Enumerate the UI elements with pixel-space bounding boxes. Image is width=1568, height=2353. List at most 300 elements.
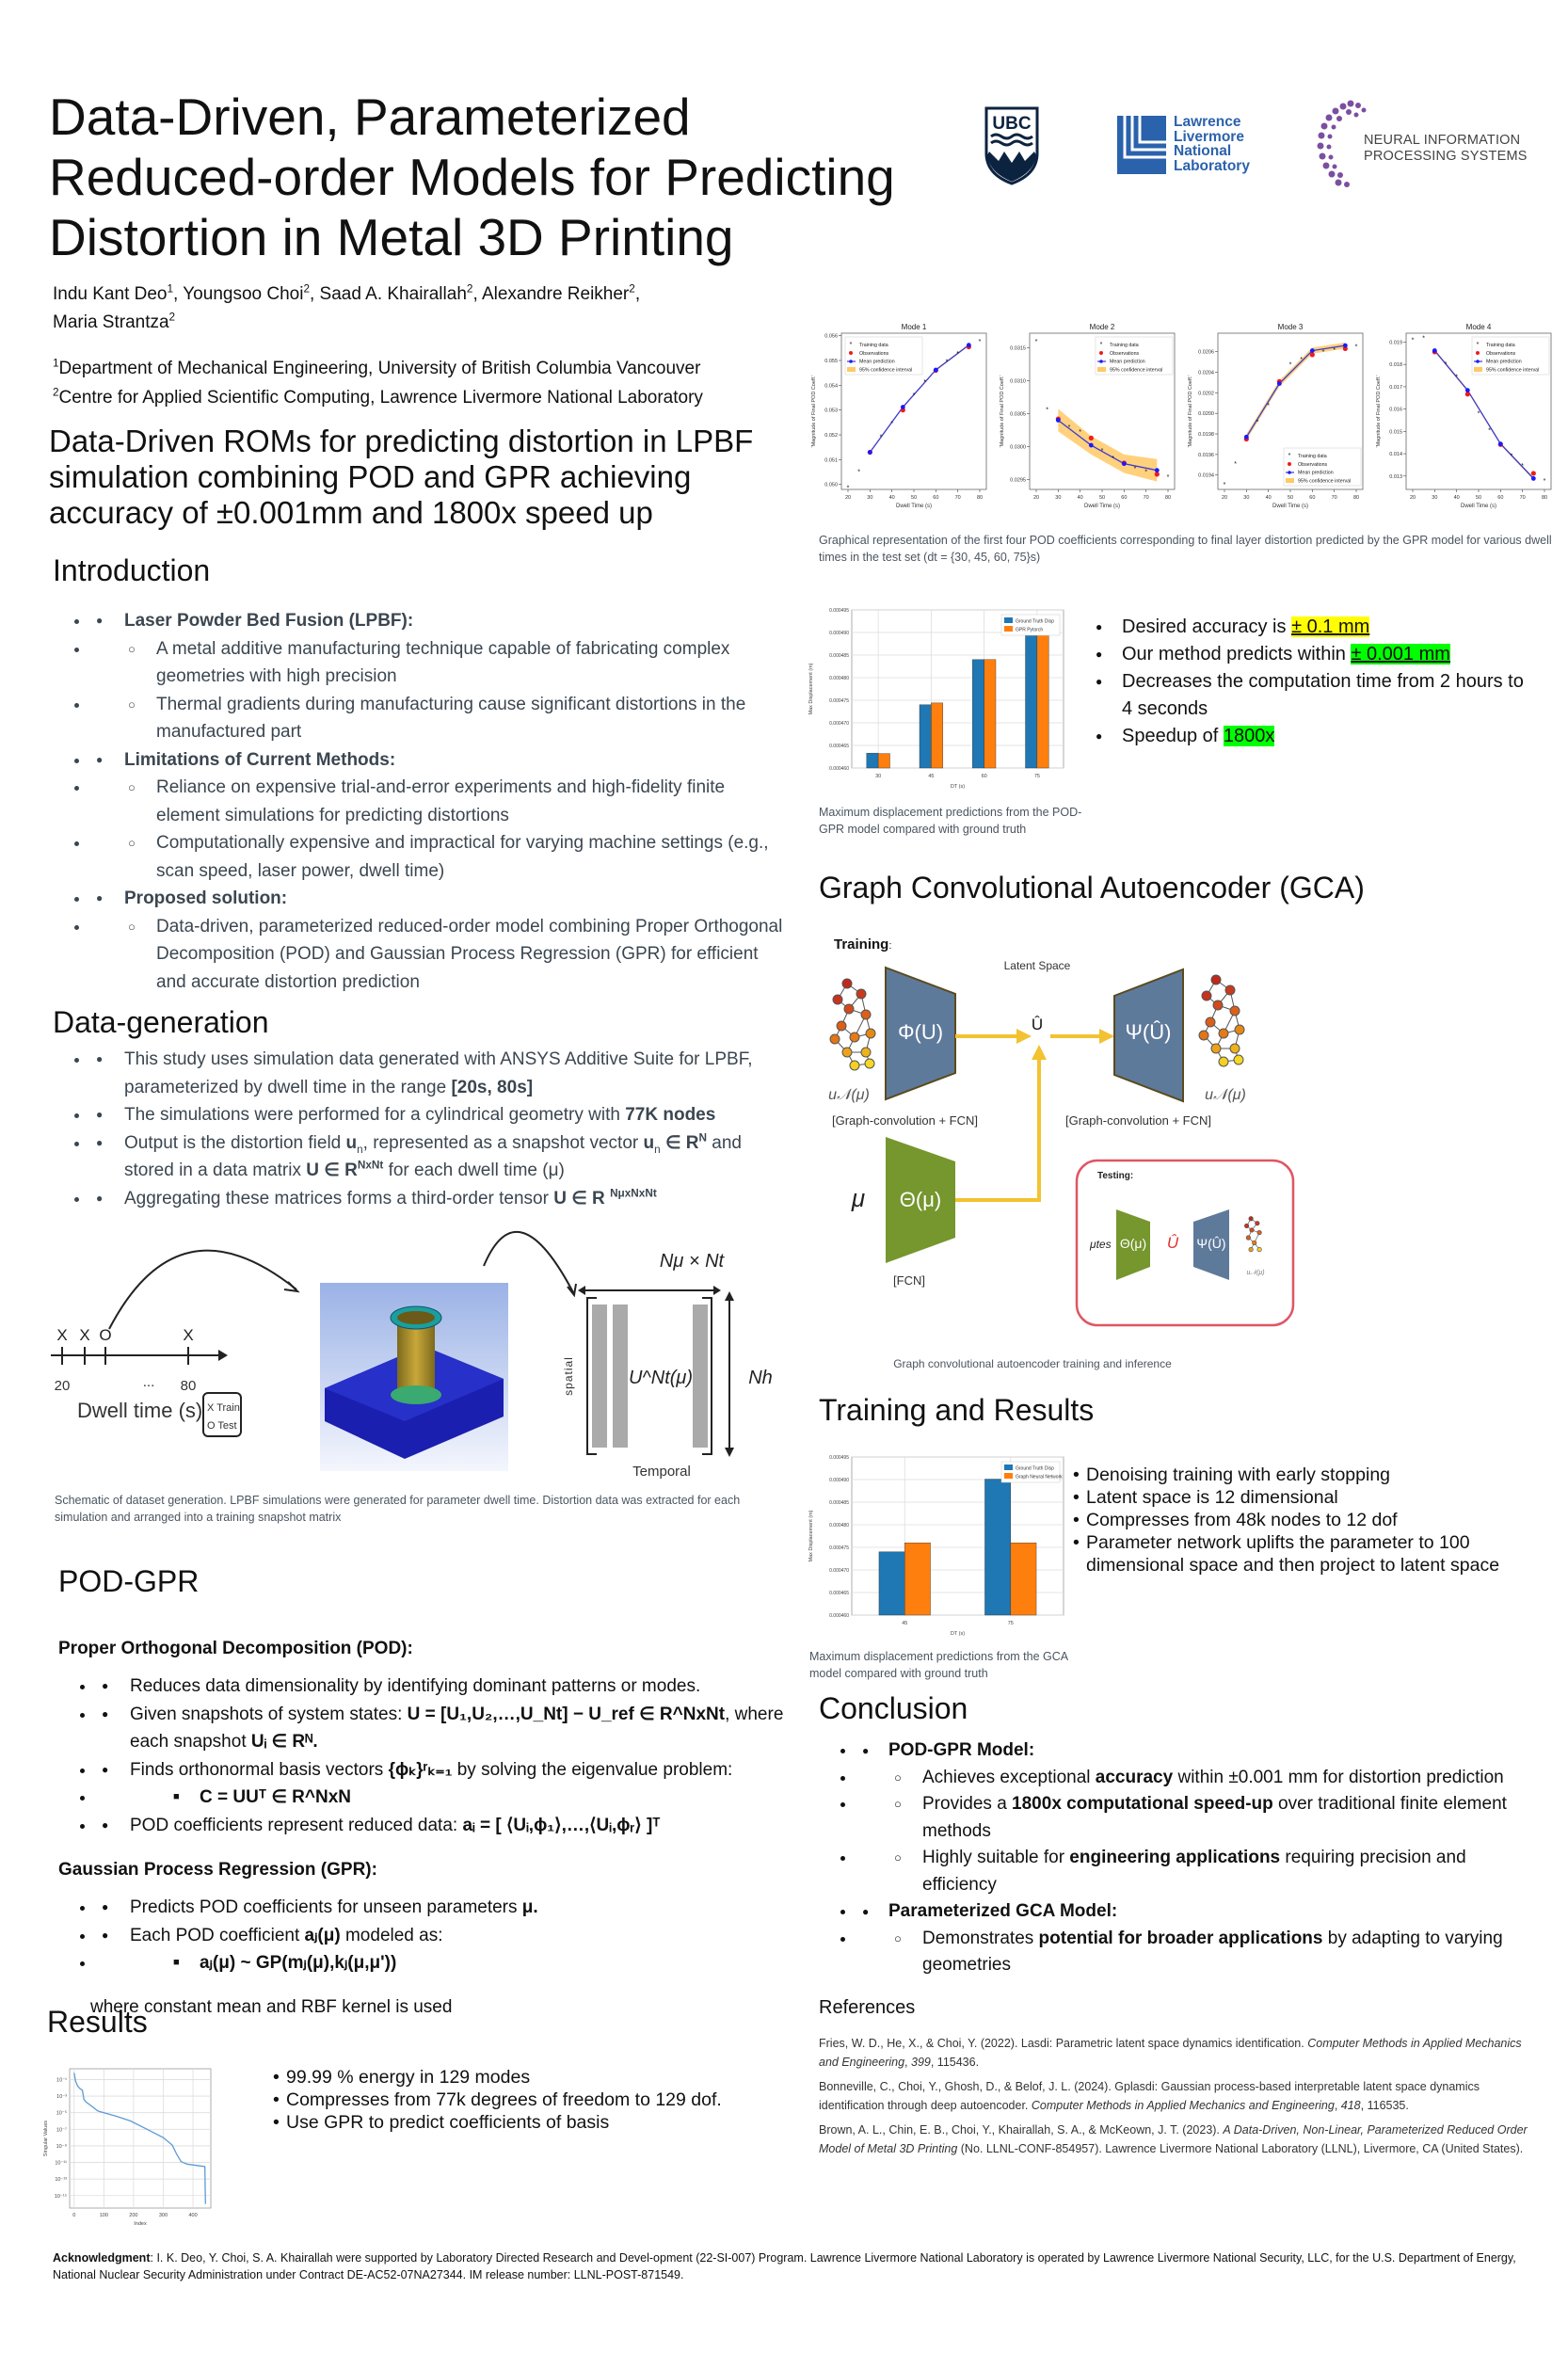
list-item: ● • Reduces data dimensionality by identifying dominant patterns or modes. (96, 1673, 792, 1701)
training-point: * (1256, 419, 1259, 426)
highlight: 1800x (1223, 726, 1275, 746)
y-tick-label: 10⁻¹³ (55, 2177, 67, 2184)
training-point: * (912, 392, 916, 400)
mean-prediction-point (1277, 381, 1282, 386)
bar-prediction (931, 703, 942, 768)
x-tick-label: 80 (976, 495, 984, 501)
bar-ground-truth (879, 1552, 904, 1615)
section-heading: Data-generation (53, 1005, 269, 1039)
training-point: * (1354, 344, 1358, 351)
y-tick-label: 0.000460 (829, 1613, 849, 1619)
list-item: ● • POD-GPR Model: (856, 1737, 1544, 1765)
x-tick-label: 45 (902, 1621, 908, 1626)
bar-prediction (904, 1543, 930, 1615)
list-item: ○ • Achieves exceptional accuracy within ±0.001 mm for distortion prediction (856, 1765, 1544, 1792)
y-tick-label: 0.050 (824, 482, 838, 488)
bar-ground-truth (867, 753, 878, 768)
parameter-network-caption: [FCN] (893, 1273, 925, 1288)
x-tick-label: 30 (867, 495, 873, 501)
training-point: * (1079, 428, 1082, 436)
x-tick-label: 60 (1309, 495, 1316, 501)
ubc-logo-text: UBC (992, 114, 1032, 134)
legend-label: Training data (1486, 343, 1515, 348)
author: Alexandre Reikher$^2$, (481, 282, 641, 304)
x-tick-label: 50 (1098, 495, 1106, 501)
results-heading (47, 2005, 148, 2040)
singular-values-chart (38, 2061, 264, 2231)
training-point: * (945, 359, 949, 366)
mean-prediction-point (934, 368, 938, 373)
y-tick-label: 0.013 (1389, 473, 1402, 480)
y-tick-label: 0.000495 (829, 608, 849, 614)
train-marker: X (56, 1326, 68, 1344)
x-tick-label: 70 (1519, 495, 1526, 501)
x-tick-label: 400 (188, 2213, 198, 2218)
section-heading: Introduction (53, 553, 211, 587)
x-tick-label: 30 (1432, 495, 1438, 501)
legend-swatch (1004, 626, 1013, 632)
y-axis-label: 'Magnitude of Final POD Coeff.' (811, 375, 817, 448)
list-item: ○ • Provides a 1800x computational speed-up over traditional finite element methods (856, 1791, 1544, 1845)
list-item: • Compresses from 48k nodes to 12 dof (1073, 1509, 1525, 1531)
data-generation-section (53, 1005, 787, 1230)
gpr-heading: Gaussian Process Regression (GPR): (58, 1860, 377, 1880)
gca-caption: Graph convolutional autoencoder training and inference (893, 1357, 1172, 1370)
legend-label: GPR Pytorch (1016, 627, 1044, 633)
y-tick-label: 0.019 (1389, 340, 1402, 346)
y-tick-label: 0.000480 (829, 1523, 849, 1529)
training-point: * (1321, 349, 1325, 357)
y-tick-label: 0.014 (1389, 452, 1402, 458)
legend-label: Training data (859, 343, 888, 348)
chart-title: Mode 1 (901, 323, 927, 331)
legend-marker-ci (1286, 478, 1294, 483)
y-axis-label: Singular Values (43, 2120, 49, 2157)
section-heading: Graph Convolutional Autoencoder (GCA) (819, 871, 1365, 904)
llnl-logo (1117, 116, 1268, 174)
training-point: * (1411, 337, 1415, 344)
axis-label: Dwell time (s) (77, 1399, 203, 1422)
list-item: ■ • aⱼ(μ) ~ GP(mⱼ(μ),kⱼ(μ,μ')) (96, 1949, 792, 1977)
mode-plot-1 (811, 323, 986, 509)
list-item: • Parameter network uplifts the parameter to 100 dimensional space and then project to latent space (1073, 1531, 1525, 1577)
gca-heading (819, 871, 1365, 905)
training-point: * (1510, 453, 1513, 460)
mean-prediction-point (1310, 348, 1315, 353)
mean-prediction-point (1244, 435, 1249, 440)
legend-label: Training data (1110, 343, 1139, 348)
y-tick-label: 0.0204 (1198, 370, 1214, 376)
y-tick-label: 0.016 (1389, 407, 1402, 413)
highlight: ± 0.001 mm (1351, 644, 1450, 664)
legend-swatch (1004, 1473, 1013, 1479)
list-item: ● • Predicts POD coefficients for unseen parameters μ. (96, 1894, 792, 1922)
affiliation: $^1$Department of Mechanical Engineering, University of British Columbia Vancouver (53, 357, 701, 378)
title-line: Distortion in Metal 3D Printing (49, 208, 734, 266)
training-point: * (1223, 482, 1226, 489)
test-output-label: u𝒩(μ) (1246, 1270, 1265, 1276)
legend-label: Ground Truth Disp (1016, 1465, 1054, 1472)
y-tick-label: 0.056 (824, 333, 838, 340)
list-item: • Compresses from 77k degrees of freedom to 129 dof. (273, 2089, 762, 2111)
training-point: * (1455, 374, 1459, 381)
training-point: * (1300, 356, 1304, 363)
input-graph-icon (830, 979, 875, 1070)
matrix-rows-label: Nh (748, 1368, 773, 1388)
gpr-note: where constant mean and RBF kernel is used (90, 1996, 453, 2017)
x-tick-label: 50 (1475, 495, 1482, 501)
x-tick-label: 60 (1497, 495, 1504, 501)
list-item: ● • This study uses simulation data generated with ANSYS Additive Suite for LPBF, parameterized by dwell time in the range [20s, 80s] (90, 1046, 787, 1101)
x-tick-label: 60 (933, 495, 939, 501)
training-point: * (978, 338, 982, 345)
bar-ground-truth (984, 1480, 1010, 1615)
mode-plot-3 (1188, 323, 1363, 509)
mean-prediction-point (1155, 468, 1160, 472)
mode-plot-4 (1376, 323, 1551, 509)
output-graph-icon (1199, 975, 1244, 1066)
legend-marker-mean-point (1288, 471, 1291, 474)
training-point: * (1100, 448, 1104, 456)
references-heading: References (819, 1997, 916, 2018)
list-item: ● Desired accuracy is ± 0.1 mm (1094, 614, 1536, 641)
x-tick-label: 20 (1032, 495, 1040, 501)
mean-prediction-point (901, 405, 905, 409)
bar-prediction (878, 754, 889, 768)
bar-ground-truth (972, 660, 984, 768)
x-tick-label: 60 (1121, 495, 1128, 501)
x-tick-label: 70 (954, 495, 961, 501)
legend-marker-ci (1474, 367, 1482, 372)
x-tick-label: 70 (1331, 495, 1337, 501)
affiliations (53, 354, 806, 412)
list-item: ■ • C = UUᵀ ∈ R^NxN (96, 1784, 792, 1812)
encoder-caption: [Graph-convolution + FCN] (832, 1113, 978, 1128)
encoder-label: Φ(U) (897, 1020, 944, 1044)
author: Saad A. Khairallah$^2$, (319, 282, 482, 304)
training-point: * (1034, 338, 1038, 345)
section-heading: Results (47, 2005, 148, 2039)
legend-marker-training: * (849, 342, 853, 348)
test-marker: O (99, 1326, 112, 1344)
y-tick-label: 0.0196 (1198, 452, 1214, 458)
tagline: Data-Driven ROMs for predicting distortion in LPBF simulation combining POD and GPR achieving accuracy of ±0.001mm and 1800x speed up (49, 424, 754, 530)
mean-prediction-point (1531, 476, 1536, 481)
latent-symbol: Û (1031, 1016, 1044, 1033)
y-tick-label: 0.000460 (829, 766, 849, 772)
x-tick-label: 45 (928, 774, 935, 779)
neurips-logo-text: NEURAL INFORMATION (1364, 133, 1521, 148)
legend-label: 95% confidence interval (1486, 367, 1540, 374)
legend-marker-mean-point (1476, 360, 1480, 363)
y-tick-label: 0.0200 (1198, 411, 1214, 418)
references-section (819, 1997, 1544, 2164)
ubc-logo (984, 106, 1040, 185)
x-axis-label: Index (134, 2221, 147, 2227)
legend-marker-ci (1097, 367, 1106, 372)
legend-label: Graph Neural Network (1016, 1474, 1063, 1481)
test-output-graph-icon (1244, 1217, 1261, 1252)
section-heading: Training and Results (819, 1393, 1095, 1427)
y-tick-label: 0.017 (1389, 384, 1402, 391)
bar-ground-truth (920, 705, 931, 768)
y-tick-label: 10⁻⁹ (56, 2143, 67, 2150)
x-tick-label: 40 (1077, 495, 1083, 501)
list-item: ● • Output is the distortion field $u_n$, represented as a snapshot vector $u_n$ ∈ $R^N$ and stored in a data matrix U ∈ $R^{NxNt}$ for each dwell time (μ) (90, 1129, 787, 1185)
y-tick-label: 0.0295 (1010, 477, 1026, 484)
training-point: * (923, 379, 927, 387)
y-tick-label: 0.0198 (1198, 432, 1214, 439)
x-tick-label: 70 (1143, 495, 1149, 501)
decoder-label: Ψ(Û) (1125, 1020, 1172, 1044)
training-point: * (1112, 455, 1115, 462)
list-item: ○ • Computationally expensive and impractical for varying machine settings (e.g., scan speed, laser power, dwell time) (90, 829, 787, 885)
list-item: ● • The simulations were performed for a cylindrical geometry with 77K nodes (90, 1101, 787, 1129)
x-tick-label: 300 (158, 2213, 168, 2218)
llnl-logo-text: Lawrence (1174, 114, 1241, 130)
y-tick-label: 0.055 (824, 358, 838, 364)
legend-label: Observations (1298, 461, 1328, 468)
x-axis-label: DT (s) (950, 784, 966, 790)
y-tick-label: 0.0194 (1198, 472, 1214, 479)
y-tick-label: 10⁻¹¹ (55, 2160, 67, 2167)
acknowledgment: Acknowledgment: I. K. Deo, Y. Choi, S. A. Khairallah were supported by Laboratory Directed Research and Devel-opment (22-SI-007) Program. Lawrence Livermore National Laboratory is operated by Lawrence Livermore National Security, LLC, for the U.S. Department of Energy, National Nuclear Security Administration under Contract DE-AC52-07NA27344. IM release number: LLNL-POST-871549. (53, 2251, 1516, 2281)
mean-prediction-point (1465, 388, 1470, 392)
bar-prediction (984, 660, 996, 768)
list-item: • 99.99 % energy in 129 modes (273, 2066, 762, 2089)
legend-label: Observations (1110, 350, 1140, 357)
list-item: • Use GPR to predict coefficients of basis (273, 2111, 762, 2134)
affiliation: $^2$Centre for Applied Scientific Computing, Lawrence Livermore National Laboratory (53, 386, 703, 408)
gpr-list (58, 1894, 792, 1977)
schematic-caption: Schematic of dataset generation. LPBF simulations were generated for parameter dwell time. Distortion data was extracted for each simulation and arranged into a training snapshot matrix (55, 1494, 741, 1524)
training-label: Training: (834, 936, 892, 952)
y-tick-label: 0.051 (824, 457, 838, 464)
x-tick-label: 50 (1287, 495, 1294, 501)
reference-item: Brown, A. L., Chin, E. B., Choi, Y., Khairallah, S. A., & McKeown, J. T. (2023). A Data-Driven, Non-Linear, Parameterized Reduced Order Model of Metal 3D Printing (No. LLNL-CONF-854957). Lawrence Livermore National Laboratory (LLNL), Livermore, CA (United States). (819, 2123, 1528, 2155)
legend-marker-training: * (1476, 342, 1480, 348)
training-point: * (1166, 474, 1170, 482)
bar-prediction (1011, 1543, 1036, 1615)
mean-prediction-point (1498, 441, 1503, 446)
y-tick-label: 0.000470 (829, 1568, 849, 1574)
reference-item: Fries, W. D., He, X., & Choi, Y. (2022). Lasdi: Parametric latent space dynamics identification. Computer Methods in Applied Mechanics and Engineering, 399, 115436. (819, 2037, 1522, 2069)
chart-title: Mode 2 (1089, 323, 1115, 331)
x-tick-label: 50 (910, 495, 918, 501)
list-item: ● • Each POD coefficient aⱼ(μ) modeled as: (96, 1922, 792, 1950)
x-tick-label: 75 (1007, 1621, 1014, 1626)
y-tick-label: 0.000475 (829, 1545, 849, 1551)
training-results-heading (819, 1393, 1094, 1428)
list-item: ● • Given snapshots of system states: U = [U₁,U₂,…,U_Nt] − U_ref ∈ R^NxNt, where each snapshot Uᵢ ∈ Rᴺ. (96, 1701, 792, 1756)
y-axis-label: Max Displacement (m) (808, 1510, 814, 1562)
training-results-list (1073, 1464, 1525, 1577)
y-axis-label: 'Magnitude of Final POD Coeff.' (1188, 375, 1193, 448)
gca-bar-chart (805, 1449, 1078, 1647)
observation-point (1089, 436, 1094, 440)
y-tick-label: 10⁻¹⁵ (54, 2193, 67, 2200)
x-axis-label: Dwell Time (s) (1083, 504, 1121, 509)
list-item: ○ • A metal additive manufacturing technique capable of fabricating complex geometries with high precision (90, 635, 787, 691)
podgpr-bar-caption: Maximum displacement predictions from the POD-GPR model compared with ground truth (819, 806, 1082, 836)
output-label: u𝒩(μ) (1205, 1087, 1246, 1103)
bar-ground-truth (1026, 632, 1037, 768)
podgpr-bar-chart (805, 602, 1078, 800)
y-tick-label: 10⁻¹ (56, 2077, 67, 2084)
neurips-logo-text: PROCESSING SYSTEMS (1364, 149, 1528, 164)
list-item: ● Speedup of 1800x (1094, 723, 1536, 750)
list-item: ● • POD coefficients represent reduced data: aᵢ = [ ⟨Uᵢ,ϕ₁⟩,…,⟨Uᵢ,ϕᵣ⟩ ]ᵀ (96, 1812, 792, 1840)
legend-marker-observation (1476, 351, 1480, 355)
legend-label: 95% confidence interval (1298, 478, 1352, 485)
x-axis-label: Dwell Time (s) (1272, 504, 1309, 509)
y-tick-label: 0.000490 (829, 631, 849, 636)
legend-marker-training: * (1099, 342, 1103, 348)
decoder-caption: [Graph-convolution + FCN] (1065, 1113, 1211, 1128)
input-label: u𝒩(μ) (828, 1087, 870, 1103)
y-tick-label: 0.000465 (829, 744, 849, 749)
author-list (53, 280, 768, 337)
title-line: Data-Driven, Parameterized (49, 88, 691, 146)
training-point: * (956, 351, 960, 359)
tick-label: ... (142, 1374, 155, 1390)
list-item: ○ • Thermal gradients during manufacturing cause significant distortions in the manufactured part (90, 691, 787, 746)
list-item: ○ • Demonstrates potential for broader applications by adapting to varying geometries (856, 1926, 1544, 1979)
section-heading: POD-GPR (58, 1564, 200, 1598)
legend-label: 95% confidence interval (1110, 367, 1163, 374)
x-tick-label: 20 (1221, 495, 1228, 501)
training-point: * (1144, 469, 1148, 476)
tick-label: 80 (180, 1378, 197, 1394)
list-item: ● • Proposed solution: (90, 885, 787, 913)
x-tick-label: 80 (1164, 495, 1172, 501)
list-item: ○ • Reliance on expensive trial-and-error experiments and high-fidelity finite element simulations for predicting distortions (90, 774, 787, 829)
y-tick-label: 10⁻⁵ (56, 2110, 67, 2117)
y-tick-label: 0.000465 (829, 1591, 849, 1596)
x-tick-label: 200 (129, 2213, 138, 2218)
training-point: * (890, 420, 894, 427)
legend-label: Mean prediction (1298, 470, 1334, 476)
observation-point (1310, 352, 1315, 357)
mean-prediction-point (1122, 461, 1127, 466)
latent-space-label: Latent Space (1003, 959, 1071, 972)
list-item: ● Decreases the computation time from 2 hours to 4 seconds (1094, 668, 1536, 723)
list-item: • Latent space is 12 dimensional (1073, 1486, 1525, 1509)
legend-label: Mean prediction (859, 359, 895, 365)
poster-title (49, 87, 896, 267)
x-axis-label: DT (s) (950, 1631, 966, 1637)
y-tick-label: 0.015 (1389, 429, 1402, 436)
list-item: ● Our method predicts within ± 0.001 mm (1094, 641, 1536, 668)
training-point: * (1333, 346, 1336, 354)
x-tick-label: 80 (1352, 495, 1360, 501)
training-point: * (879, 434, 883, 441)
y-tick-label: 0.0300 (1010, 444, 1026, 451)
highlight: ± 0.1 mm (1291, 616, 1370, 637)
llnl-logo-text: National (1174, 143, 1232, 159)
introduction-section (53, 553, 787, 1014)
list-item: ● • Parameterized GCA Model: (856, 1898, 1544, 1926)
legend-marker-observation (1288, 462, 1291, 466)
y-tick-label: 0.000470 (829, 721, 849, 727)
tick-label: 20 (54, 1378, 71, 1394)
mean-prediction-point (1056, 418, 1061, 423)
test-latent-label: Û (1166, 1234, 1179, 1252)
training-point: * (1422, 335, 1426, 343)
legend-label: Observations (1486, 350, 1516, 357)
mu-label: μ (851, 1184, 866, 1212)
intro-list (53, 607, 787, 996)
pod-gpr-section (58, 1564, 792, 2020)
section-heading: Conclusion (819, 1691, 968, 1725)
dataset-schematic (38, 1224, 791, 1487)
legend-label: Training data (1298, 454, 1327, 459)
list-item: ○ • Data-driven, parameterized reduced-order model combining Proper Orthogonal Decomposition (POD) and Gaussian Process Regression (GPR) for efficient and accurate distortion prediction (90, 913, 787, 997)
y-tick-label: 0.053 (824, 408, 838, 414)
y-tick-label: 0.000475 (829, 698, 849, 704)
list-item: ● • Laser Powder Bed Fusion (LPBF): (90, 607, 787, 635)
training-point: * (1234, 461, 1238, 469)
x-tick-label: 30 (875, 774, 882, 779)
test-mu-label: μtes (1090, 1238, 1112, 1251)
training-point: * (1133, 466, 1137, 473)
mean-prediction-point (967, 343, 971, 347)
x-tick-label: 40 (1453, 495, 1460, 501)
y-axis-label: 'Magnitude of Final POD Coeff.' (1376, 375, 1382, 448)
mean-prediction-point (1089, 443, 1094, 448)
author: Youngsoo Choi$^2$, (183, 282, 320, 304)
legend-swatch (1004, 617, 1013, 623)
y-tick-label: 0.052 (824, 433, 838, 440)
x-tick-label: 20 (1409, 495, 1416, 501)
y-tick-label: 0.0305 (1010, 411, 1026, 418)
y-tick-label: 0.000485 (829, 1500, 849, 1506)
legend-label: 95% confidence interval (859, 367, 913, 374)
training-point: * (1543, 478, 1546, 486)
training-point: * (1288, 361, 1292, 369)
training-point: * (1046, 407, 1049, 414)
mean-prediction-point (868, 450, 872, 455)
y-tick-label: 0.000495 (829, 1455, 849, 1461)
y-axis-label: Max Displacement (m) (808, 663, 814, 715)
mean-prediction-point (1343, 344, 1348, 348)
llnl-logo-text: Laboratory (1174, 157, 1250, 174)
legend-marker-ci (847, 367, 856, 372)
x-tick-label: 80 (1541, 495, 1548, 501)
author: Maria Strantza$^2$ (53, 311, 176, 332)
list-item: • Denoising training with early stopping (1073, 1464, 1525, 1486)
y-tick-label: 10⁻³ (56, 2094, 67, 2101)
training-point: * (1444, 361, 1448, 369)
matrix-columns-label: Nμ × Nt (659, 1251, 725, 1272)
mode-plot-2 (1000, 323, 1175, 509)
pod-heading: Proper Orthogonal Decomposition (POD): (58, 1639, 413, 1658)
training-point: * (846, 485, 850, 492)
x-axis-label: Dwell Time (s) (895, 504, 933, 509)
legend-marker-training: * (1288, 453, 1291, 459)
y-tick-label: 0.0206 (1198, 349, 1214, 356)
matrix-label: U^Nt(μ) (628, 1368, 694, 1388)
temporal-label: Temporal (632, 1464, 691, 1480)
training-point: * (1267, 402, 1271, 409)
test-param-label: Θ(μ) (1119, 1236, 1147, 1251)
x-tick-label: 20 (844, 495, 852, 501)
training-point: * (1488, 427, 1492, 435)
legend-label: Ground Truth Disp (1016, 618, 1054, 625)
observation-point (1531, 471, 1536, 475)
parameter-network-label: Θ(μ) (899, 1188, 942, 1211)
chart-title: Mode 4 (1465, 323, 1492, 331)
